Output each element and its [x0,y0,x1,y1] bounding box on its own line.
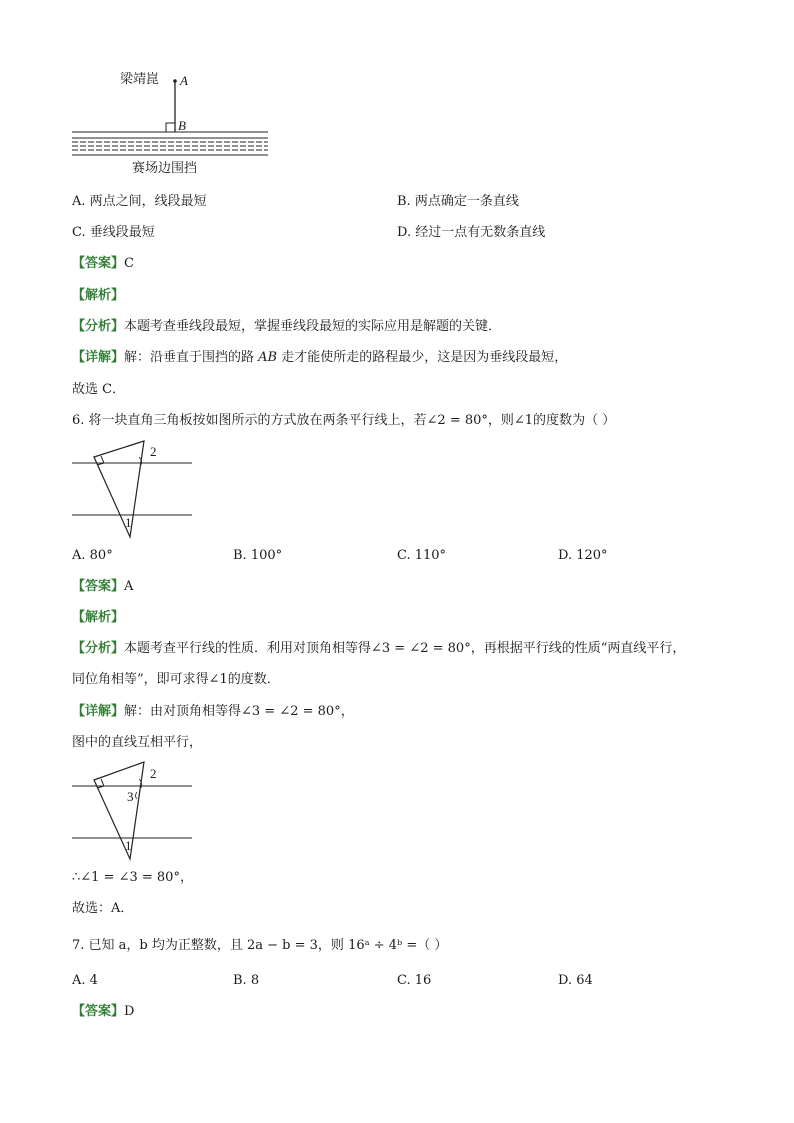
q6-fenxi-line2: 同位角相等”，即可求得∠1的度数． [72,672,280,687]
q5-conclusion: 故选 C． [72,382,126,397]
q6-therefore: ∴∠1 = ∠3 = 80°， [72,870,193,885]
point-b-label: B [178,118,186,133]
analysis-tag: 【解析】 [72,288,125,303]
xiangjie-ab: AB [258,350,278,365]
q6-option-b: B. 100° [233,548,283,563]
xiangjie-tag: 【详解】 [72,350,125,365]
q5-xiangjie [72,350,567,366]
answer-value: D [124,1004,135,1019]
q5-figure [70,70,275,180]
xiangjie-post: 走才能使所走的路程最少，这是因为垂线段最短， [277,350,568,365]
q6-xiangjie [72,704,354,720]
angle-3-label: 3 [127,789,134,804]
answer-value: C [124,256,134,271]
angle-1-label: 1 [125,515,132,530]
answer-tag: 【答案】 [72,256,125,271]
xiangjie-text: 解：由对顶角相等得∠3 = ∠2 = 80°， [124,704,354,719]
answer-value: A [124,579,134,594]
answer-tag: 【答案】 [72,1004,125,1019]
xiangjie-pre: 解：沿垂直于围挡的路 [124,350,259,365]
q6-figure [70,437,195,542]
q7-option-c: C. 16 [397,973,432,988]
xiangjie-tag: 【详解】 [72,704,125,719]
angle-3-arc [136,792,138,799]
q6-answer [72,579,133,595]
q6-figure-svg [70,437,195,542]
q7-stem: 7. 已知 a，b 均为正整数，且 2a − b = 3，则 16ᵃ ÷ 4ᵇ =（ ） [72,938,448,953]
q5-fenxi [72,319,501,335]
q5-analysis-heading [72,288,124,304]
q6-fenxi [72,641,685,657]
triangle [94,441,144,537]
angle-2-label: 2 [150,444,157,459]
fenxi-tag: 【分析】 [72,319,125,334]
q7-answer [72,1004,134,1020]
q6-solution-figure-svg [70,758,195,863]
q5-option-c: C. 垂线段最短 [72,225,155,240]
q6-conclusion: 故选：A． [72,901,134,916]
right-angle-mark [97,779,104,788]
triangle [94,762,144,859]
q6-solution-figure [70,758,195,863]
right-angle-mark [166,123,175,132]
fenxi-tag: 【分析】 [72,641,125,656]
answer-tag: 【答案】 [72,579,125,594]
q6-option-d: D. 120° [558,548,608,563]
q5-option-d: D. 经过一点有无数条直线 [397,225,546,240]
fence-caption: 赛场边围挡 [132,161,198,176]
q5-option-b: B. 两点确定一条直线 [397,194,519,209]
q6-analysis-heading [72,610,124,626]
q7-option-b: B. 8 [233,973,260,988]
q7-option-d: D. 64 [558,973,593,988]
point-a-label: A [180,73,188,88]
q5-option-a: A. 两点之间，线段最短 [72,194,207,209]
analysis-tag: 【解析】 [72,610,125,625]
q6-stem: 6. 将一块直角三角板按如图所示的方式放在两条平行线上，若∠2 = 80°，则∠1的度数为（ ） [72,413,616,428]
angle-2-label: 2 [150,766,157,781]
q6-option-c: C. 110° [397,548,447,563]
q5-answer [72,256,134,272]
point-a-dot [173,79,177,83]
person-label: 梁靖崑 [120,72,160,87]
fenxi-text: 本题考查垂线段最短，掌握垂线段最短的实际应用是解题的关键． [124,319,502,334]
q6-parallel-note: 图中的直线互相平行， [72,735,203,750]
right-angle-mark [97,456,104,465]
q7-option-a: A. 4 [72,973,98,988]
fenxi-text-line1: 本题考查平行线的性质．利用对顶角相等得∠3 = ∠2 = 80°，再根据平行线的性质“两直线平行， [124,641,686,656]
angle-1-label: 1 [125,838,132,853]
q6-option-a: A. 80° [72,548,113,563]
